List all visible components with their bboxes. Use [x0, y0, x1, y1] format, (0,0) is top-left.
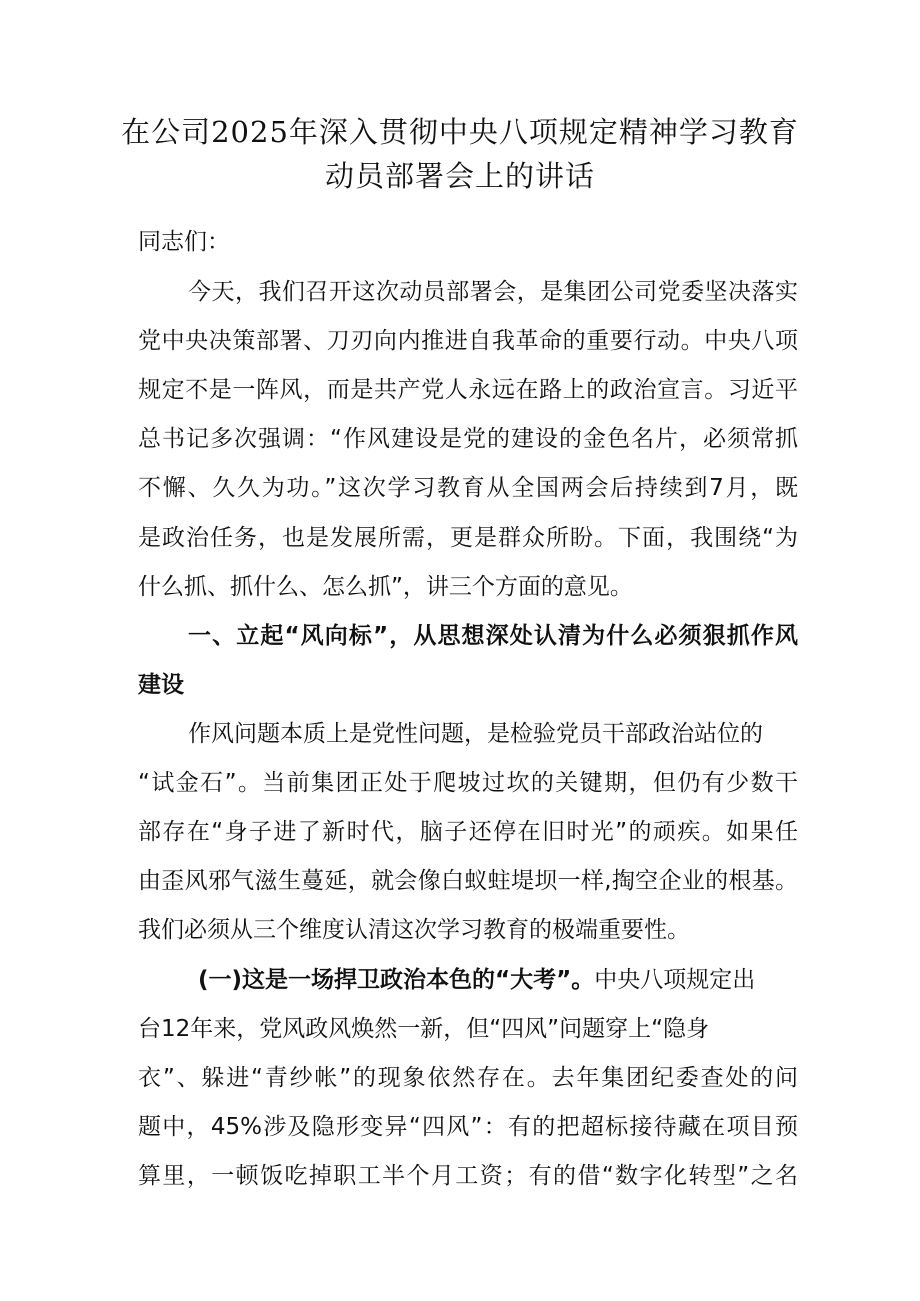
document-title-line-2: 动员部署会上的讲话 [324, 159, 595, 193]
section-paragraph-line: 由歪风邪气滋生蔓延，就会像白蚁蛀堤坝一样,掏空企业的根基。 [138, 868, 798, 894]
section-heading: 一、立起“风向标”，从思想深处认清为什么必须狠抓作风 [188, 623, 798, 649]
intro-line: 规定不是一阵风，而是共产党人永远在路上的政治宣言。习近平 [138, 377, 798, 403]
section-paragraph-line: 我们必须从三个维度认清这次学习教育的极端重要性。 [138, 917, 690, 943]
salutation: 同志们： [138, 229, 230, 255]
subsection-paragraph-line: 算里，一顿饭吃掉职工半个月工资；有的借“数字化转型”之名 [138, 1163, 798, 1189]
intro-line: 总书记多次强调：“作风建设是党的建设的金色名片，必须常抓 [138, 426, 798, 452]
subsection-heading: (一)这是一场捍卫政治本色的“大考”。 [198, 967, 595, 993]
section-heading-continued: 建设 [138, 672, 184, 698]
section-paragraph-line: “试金石”。当前集团正处于爬坡过坎的关键期，但仍有少数干 [138, 770, 798, 796]
intro-line: 不懈、久久为功。”这次学习教育从全国两会后持续到7月，既 [138, 475, 798, 501]
intro-line: 什么抓、抓什么、怎么抓”，讲三个方面的意见。 [138, 574, 633, 600]
subsection-paragraph-line: 台12年来，党风政风焕然一新，但“四风”问题穿上“隐身 [138, 1016, 710, 1042]
document-title-line-1: 在公司2025年深入贯彻中央八项规定精神学习教育 [121, 115, 799, 149]
intro-line: 今天，我们召开这次动员部署会，是集团公司党委坚决落实 [188, 279, 798, 305]
intro-line: 是政治任务，也是发展所需，更是群众所盼。下面，我围绕“为 [138, 525, 798, 551]
subsection-paragraph-line: 衣”、躲进“青纱帐”的现象依然存在。去年集团纪委查处的问 [138, 1065, 798, 1091]
section-paragraph-line: 部存在“身子进了新时代，脑子还停在旧时光”的顽疾。如果任 [138, 819, 798, 845]
subsection-first-line [198, 964, 798, 996]
subsection-text: 中央八项规定出 [594, 967, 756, 993]
subsection-paragraph-line: 题中，45%涉及隐形变异“四风”：有的把超标接待藏在项目预 [138, 1114, 798, 1140]
section-paragraph-line: 作风问题本质上是党性问题，是检验党员干部政治站位的 [188, 721, 763, 747]
intro-line: 党中央决策部署、刀刃向内推进自我革命的重要行动。中央八项 [138, 328, 798, 354]
